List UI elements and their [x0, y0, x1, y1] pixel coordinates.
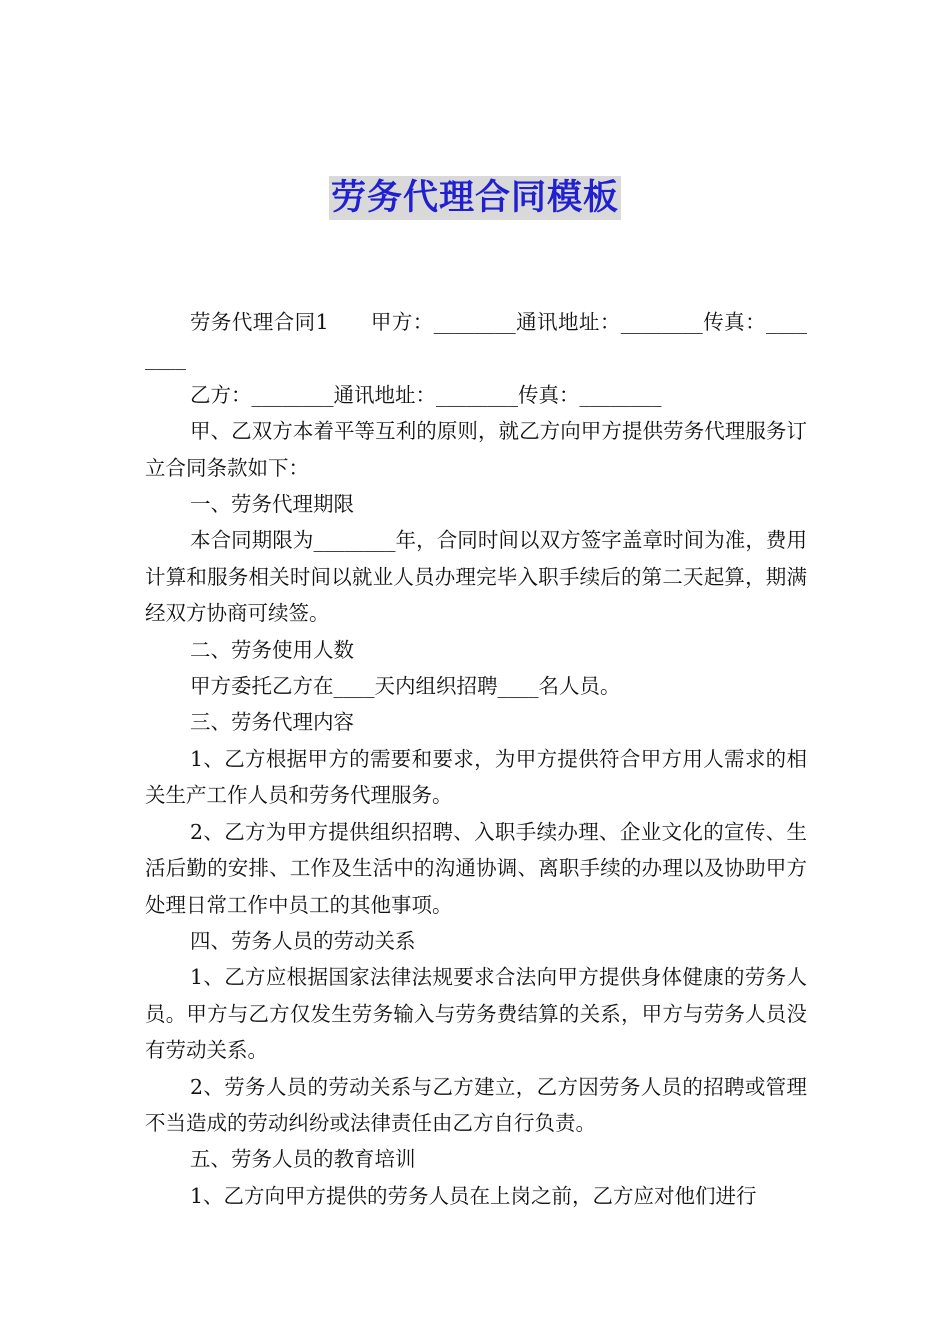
section-heading-labor-relations: 四、劳务人员的劳动关系 — [190, 928, 416, 953]
paragraph-content-1: 1、乙方根据甲方的需要和要求，为甲方提供符合甲方用人需求的相关生产工作人员和劳务代理服务。 — [145, 746, 807, 808]
paragraph-preamble: 甲、乙双方本着平等互利的原则，就乙方向甲方提供劳务代理服务订立合同条款如下： — [145, 419, 807, 480]
paragraph-party-b: 乙方：________通讯地址：________传真：________ — [190, 382, 662, 407]
paragraph-content-2: 2、乙方为甲方提供组织招聘、入职手续办理、企业文化的宣传、生活后勤的安排、工作及生活中的沟通协调、离职手续的办理以及协助甲方处理日常工作中员工的其他事项。 — [145, 819, 807, 917]
section-heading-headcount: 二、劳务使用人数 — [190, 637, 354, 662]
document-body — [145, 304, 807, 1214]
section-heading-content: 三、劳务代理内容 — [190, 710, 354, 735]
paragraph-training-1: 1、乙方向甲方提供的劳务人员在上岗之前，乙方应对他们进行 — [190, 1183, 757, 1208]
section-heading-training: 五、劳务人员的教育培训 — [190, 1147, 416, 1172]
paragraph-headcount: 甲方委托乙方在____天内组织招聘____名人员。 — [190, 674, 621, 699]
document-title-text: 劳务代理合同模板 — [330, 178, 619, 218]
document-title — [0, 176, 950, 220]
paragraph-contract-header: 劳务代理合同1 甲方：________通讯地址：________传真：________ — [145, 310, 807, 371]
paragraph-labor-relations-1: 1、乙方应根据国家法律法规要求合法向甲方提供身体健康的劳务人员。甲方与乙方仅发生劳务输入与劳务费结算的关系，甲方与劳务人员没有劳动关系。 — [145, 965, 807, 1063]
section-heading-term: 一、劳务代理期限 — [190, 492, 354, 517]
paragraph-labor-relations-2: 2、劳务人员的劳动关系与乙方建立，乙方因劳务人员的招聘或管理不当造成的劳动纠纷或法律责任由乙方自行负责。 — [145, 1074, 807, 1135]
paragraph-term: 本合同期限为________年，合同时间以双方签字盖章时间为准，费用计算和服务相关时间以就业人员办理完毕入职手续后的第二天起算，期满经双方协商可续签。 — [145, 528, 807, 626]
